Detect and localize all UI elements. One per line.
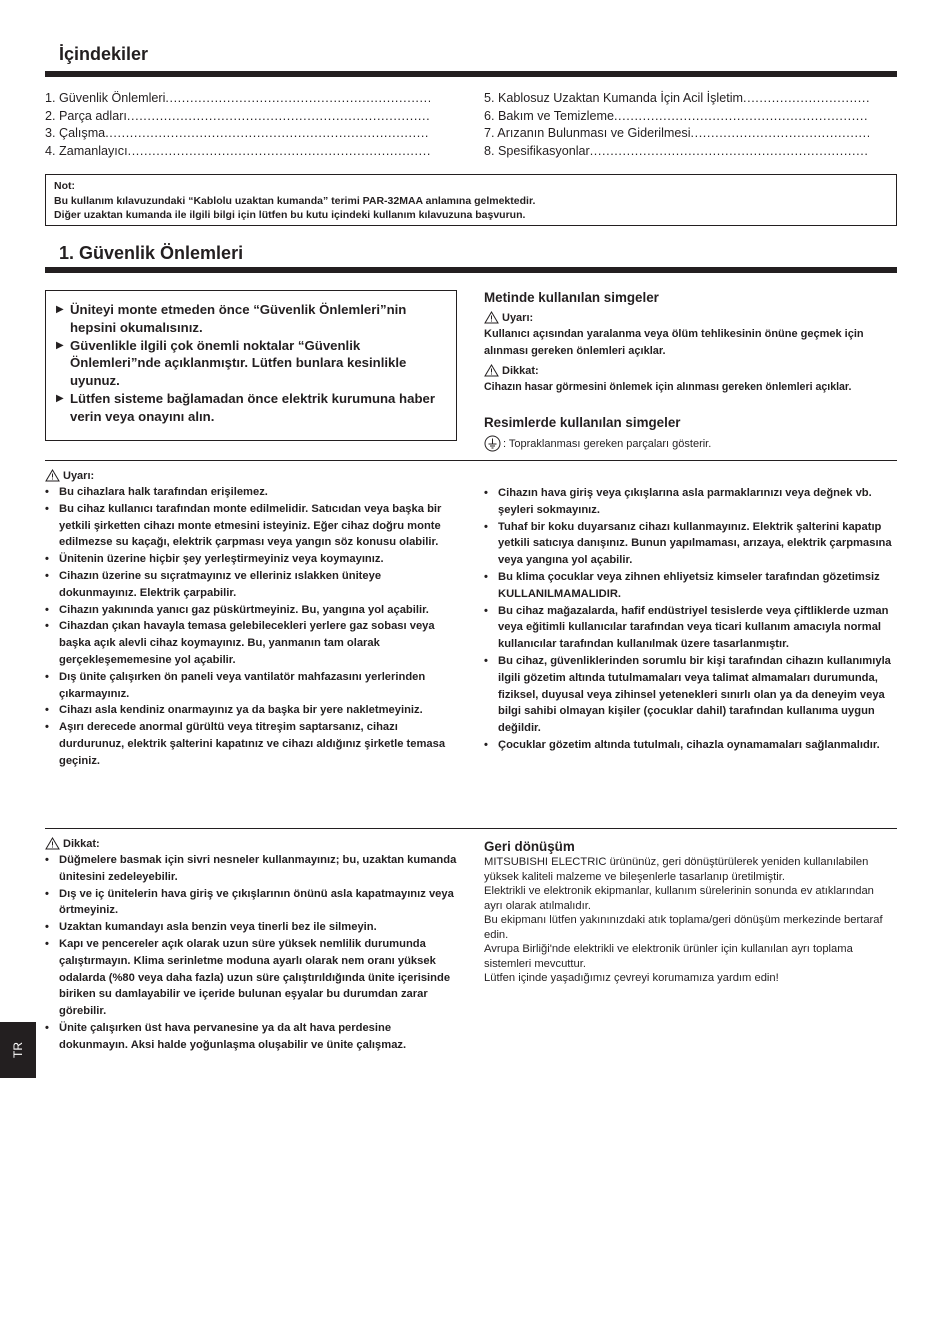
list-item: • Dış ve iç ünitelerin hava giriş ve çıkışlarının önünü asla kapatmayınız veya örtmeyiniz. — [45, 886, 458, 920]
caution-description: Cihazın hasar görmesini önlemek için alınması gereken önlemleri açıklar. — [484, 381, 852, 393]
list-item: • Cihazın yakınında yanıcı gaz püskürtmeyiniz. Bu, yangına yol açabilir. — [45, 602, 458, 619]
list-item: • Dış ünite çalışırken ön paneli veya vantilatör mahfazasını yerlerinden çıkarmayınız. — [45, 669, 458, 703]
list-item: • Ünite çalışırken üst hava pervanesine ya da alt hava perdesine dokunmayın. Aksi halde yoğunlaşma oluşabilir ve ünite çalışmaz. — [45, 1020, 458, 1054]
list-item: • Cihazdan çıkan havayla temasa gelebilecekleri yerlere gaz sobası veya başka açık alevli cihaz koymayınız. Bu, yanmanın tam olarak gerçekleşememesine yol açabilir. — [45, 618, 458, 668]
note-box — [45, 174, 897, 226]
intro-item: ▶ Üniteyi monte etmeden önce “Güvenlik Önlemleri”nin hepsini okumalısınız. — [56, 302, 407, 335]
list-item: • Tuhaf bir koku duyarsanız cihazı kullanmayınız. Elektrik şalterini kapatıp yetkili satıcıya danışınız. Bunun yapılmaması, arızaya, elektrik çarpmasına veya yangına yol açabilir. — [484, 519, 897, 569]
list-item: • Bu cihazlara halk tarafından erişilemez. — [45, 484, 458, 501]
note-line: Bu kullanım kılavuzundaki “Kablolu uzaktan kumanda” terimi PAR-32MAA anlamına gelmektedir. — [54, 194, 536, 207]
list-item: • Ünitenin üzerine hiçbir şey yerleştirmeyiniz veya koymayınız. — [45, 551, 458, 568]
toc-title: İçindekiler — [59, 44, 149, 64]
warning-triangle-icon — [45, 469, 60, 482]
toc-entry[interactable]: 1. Güvenlik Önlemleri ..... — [45, 90, 430, 108]
recycling-paragraph: Avrupa Birliği'nde elektrikli ve elektronik ürünler için kullanılan ayrı toplama sistemleri mevcuttur. — [484, 943, 853, 970]
list-item: • Cihazı asla kendiniz onarmayınız ya da başka bir yere nakletmeyiniz. — [45, 702, 458, 719]
recycling-paragraph: MITSUBISHI ELECTRIC ürününüz, geri dönüştürülerek yeniden kullanılabilen yüksek kaliteli malzeme ve bileşenlerle tasarlanıp üretilmiştir. — [484, 856, 869, 883]
symbols-text-block — [484, 311, 896, 396]
language-tab: TR — [0, 1022, 36, 1078]
warning-right-column — [484, 485, 897, 754]
ground-icon — [484, 435, 501, 452]
list-item: • Aşırı derecede anormal gürültü veya titreşim saptarsanız, cihazı durdurunuz, elektrik şalterini kapatınız ve cihazı aldığınız şirketle temasa geçiniz. — [45, 719, 458, 769]
list-item: • Düğmelere basmak için sivri nesneler kullanmayınız; bu, uzaktan kumanda ünitesini zedeleyebilir. — [45, 852, 458, 886]
ground-symbol-row: : Topraklanması gereken parçaları gösterir. — [484, 435, 711, 452]
warning-heading: Uyarı: — [45, 469, 458, 482]
symbols-image-title: Resimlerde kullanılan simgeler — [484, 415, 681, 430]
recycling-paragraph: Elektrikli ve elektronik ekipmanlar, kullanım sürelerinin sonunda ev atıklarından ayrı olarak atılmalıdır. — [484, 885, 874, 912]
list-item: • Çocuklar gözetim altında tutulmalı, cihazla oynamamaları sağlanmalıdır. — [484, 737, 897, 754]
recycling-text — [484, 855, 894, 986]
recycling-title: Geri dönüşüm — [484, 839, 575, 854]
note-line: Diğer uzaktan kumanda ile ilgili bilgi için lütfen bu kutu içindeki kullanım kılavuzuna başvurun. — [54, 209, 526, 221]
divider — [45, 828, 897, 829]
toc-entry[interactable]: 6. Bakım ve Temizleme ..... — [484, 108, 869, 126]
triangle-bullet-icon: ▶ — [56, 392, 64, 404]
toc-entry[interactable]: 5. Kablosuz Uzaktan Kumanda İçin Acil İşletim ..... — [484, 90, 869, 108]
intro-item: ▶ Güvenlikle ilgili çok önemli noktalar “Güvenlik Önlemleri”nde açıklanmıştır. Lütfen bunlara kesinlikle uyunuz. — [56, 337, 407, 389]
safety-rule — [45, 267, 897, 273]
list-item: • Kapı ve pencereler açık olarak uzun süre yüksek nemlilik durumunda çalıştırmayın. Klima serinletme moduna ayarlı olarak nem oranı yüksek odalarda (%80 veya daha fazla) uzun süre çalıştırıldığında ünite içerisinde biriken su damlayabilir ve içeride bulunan eşyalar bu durumdan zarar görebilir. — [45, 936, 458, 1020]
toc-rule — [45, 71, 897, 77]
toc-right-column — [484, 90, 869, 160]
recycling-paragraph: Lütfen içinde yaşadığımız çevreyi korumamıza yardım edin! — [484, 972, 779, 984]
warning-triangle-icon — [484, 364, 499, 377]
caution-column — [45, 837, 458, 1054]
toc-entry[interactable]: 7. Arızanın Bulunması ve Giderilmesi ..... — [484, 125, 869, 143]
triangle-bullet-icon: ▶ — [56, 339, 64, 351]
divider — [45, 460, 897, 461]
list-item: • Bu cihaz, güvenliklerinden sorumlu bir kişi tarafından cihazın kullanımıyla ilgili gözetim altında tutulmamaları veya talimat almamaları durumunda, fiziksel, duyusal veya zihinsel yetenekleri sınırlı olan ya da deneyim veya bilgi sahibi olmayan kişiler (çocuklar dahil) tarafından kullanıma uygun değildir. — [484, 653, 897, 737]
caution-heading: Dikkat: — [45, 837, 458, 850]
list-item: • Cihazın üzerine su sıçratmayınız ve elleriniz ıslakken üniteye dokunmayınız. Elektrik çarpabilir. — [45, 568, 458, 602]
toc-entry[interactable]: 2. Parça adları ..... — [45, 108, 430, 126]
safety-intro-box — [45, 290, 457, 441]
symbols-text-title: Metinde kullanılan simgeler — [484, 290, 659, 305]
toc-entry[interactable]: 3. Çalışma ..... — [45, 125, 430, 143]
warning-description: Kullanıcı açısından yaralanma veya ölüm tehlikesinin önüne geçmek için alınması gereken önlemleri açıklar. — [484, 328, 864, 357]
list-item: • Bu cihaz mağazalarda, hafif endüstriyel tesislerde veya çiftliklerde uzman veya eğitimli kullanıcılar tarafından veya ticari kullanım amacıyla normal kullanıcılar tarafından kullanılmak üzere tasarlanmıştır. — [484, 603, 897, 653]
warning-triangle-icon — [45, 837, 60, 850]
toc-entry[interactable]: 8. Spesifikasyonlar ..... — [484, 143, 869, 161]
list-item: • Bu klima çocuklar veya zihnen ehliyetsiz kimseler tarafından gözetimsiz KULLANILMAMALIDIR. — [484, 569, 897, 603]
intro-item: ▶ Lütfen sisteme bağlamadan önce elektrik kurumuna haber verin veya onayını alın. — [56, 390, 435, 424]
toc-left-column — [45, 90, 430, 160]
recycling-paragraph: Bu ekipmanı lütfen yakınınızdaki atık toplama/geri dönüşüm merkezinde bertaraf edin. — [484, 914, 883, 941]
note-label: Not: — [54, 180, 75, 192]
triangle-bullet-icon: ▶ — [56, 304, 64, 315]
warning-symbol-label: Uyarı: — [484, 311, 896, 324]
list-item: • Cihazın hava giriş veya çıkışlarına asla parmaklarınızı veya değnek vb. şeyleri sokmayınız. — [484, 485, 897, 519]
caution-symbol-label: Dikkat: — [484, 364, 896, 377]
warning-left-column — [45, 469, 458, 770]
toc-entry[interactable]: 4. Zamanlayıcı ..... — [45, 143, 430, 161]
list-item: • Uzaktan kumandayı asla benzin veya tinerli bez ile silmeyin. — [45, 919, 458, 936]
warning-triangle-icon — [484, 311, 499, 324]
safety-title: 1. Güvenlik Önlemleri — [59, 243, 244, 263]
list-item: • Bu cihaz kullanıcı tarafından monte edilmelidir. Satıcıdan veya başka bir yetkili şirketten cihazı monte etmesini isteyiniz. Eğer cihaz doğru monte edilmezse su kaçağı, elektrik çarpması veya yangın söz konusu olabilir. — [45, 501, 458, 551]
